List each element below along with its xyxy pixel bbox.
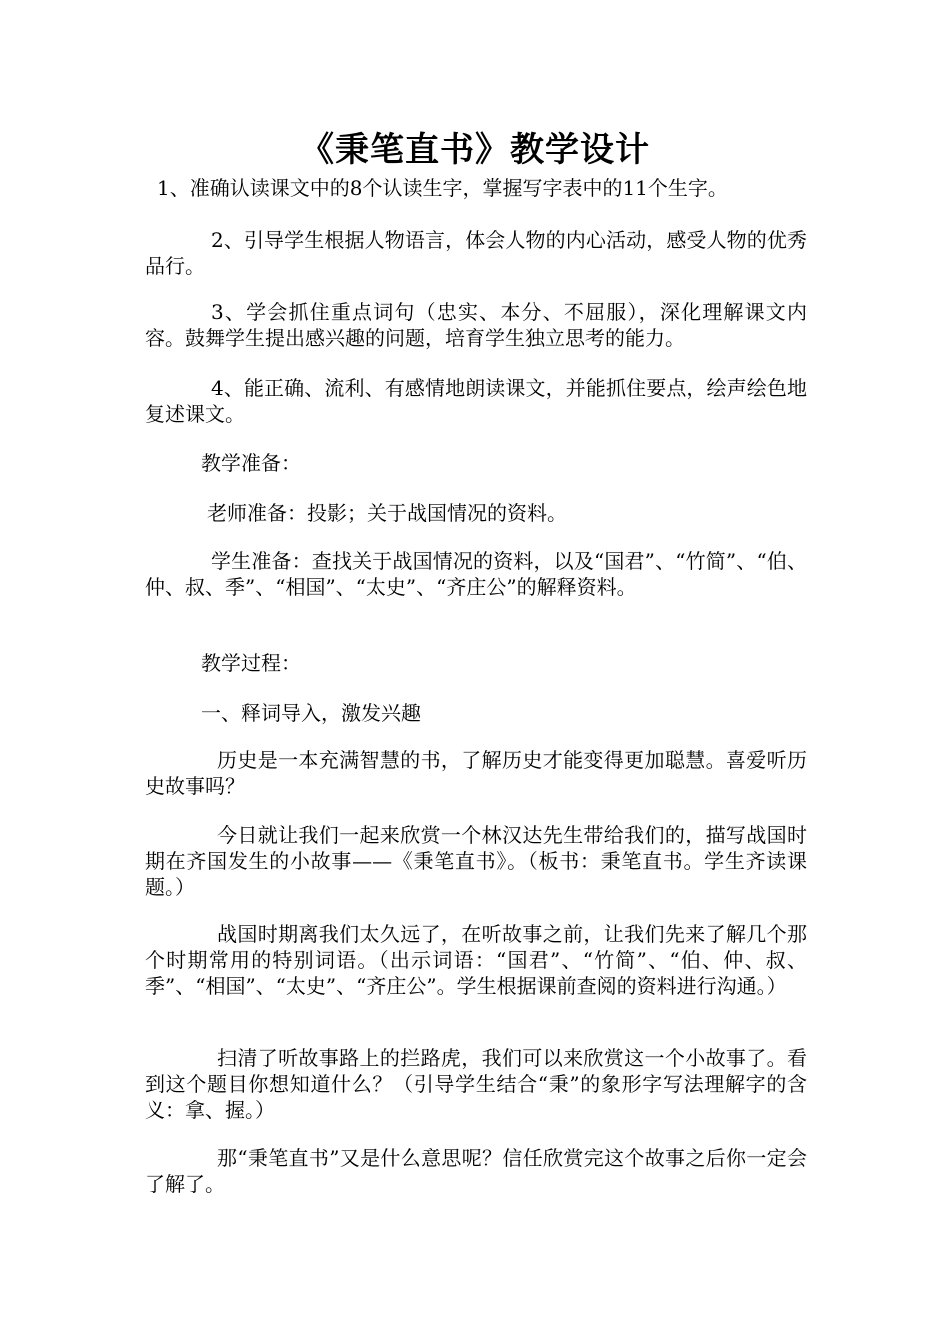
objective-1: 1、准确认读课文中的8个认读生字，掌握写字表中的11个生字。 [157,176,728,200]
body-paragraph: 那“秉笔直书”又是什么意思呢？信任欣赏完这个故事之后你一定会了解了。 [145,1146,807,1196]
objective-3: 3、学会抓住重点词句（忠实、本分、不屈服），深化理解课文内容。鼓舞学生提出感兴趣的问题，培育学生独立思考的能力。 [145,300,807,350]
student-preparation: 学生准备：查找关于战国情况的资料，以及“国君”、“竹简”、“伯、仲、叔、季”、“相国”、“太史”、“齐庄公”的解释资料。 [145,549,807,599]
teacher-preparation: 老师准备：投影；关于战国情况的资料。 [207,501,567,525]
objective-2: 2、引导学生根据人物语言，体会人物的内心活动，感受人物的优秀品行。 [145,228,807,278]
section-heading-process: 教学过程： [201,651,301,675]
body-paragraph: 扫清了听故事路上的拦路虎，我们可以来欣赏这一个小故事了。看到这个题目你想知道什么？（引导学生结合“秉”的象形字写法理解字的含义：拿、握。） [145,1046,807,1122]
section-heading-preparation: 教学准备： [201,451,301,475]
step-heading-1: 一、释词导入，激发兴趣 [201,701,421,725]
objective-4: 4、能正确、流利、有感情地朗读课文，并能抓住要点，绘声绘色地复述课文。 [145,376,807,426]
body-paragraph: 今日就让我们一起来欣赏一个林汉达先生带给我们的，描写战国时期在齐国发生的小故事——《秉笔直书》。（板书：秉笔直书。学生齐读课题。） [145,823,807,899]
body-paragraph: 历史是一本充满智慧的书，了解历史才能变得更加聪慧。喜爱听历史故事吗？ [145,748,807,798]
document-title: 《秉笔直书》教学设计 [300,130,650,170]
body-paragraph: 战国时期离我们太久远了，在听故事之前，让我们先来了解几个那个时期常用的特别词语。（出示词语：“国君”、“竹简”、“伯、仲、叔、季”、“相国”、“太史”、“齐庄公”。学生根据课前查阅的资料进行沟通。） [145,922,807,998]
